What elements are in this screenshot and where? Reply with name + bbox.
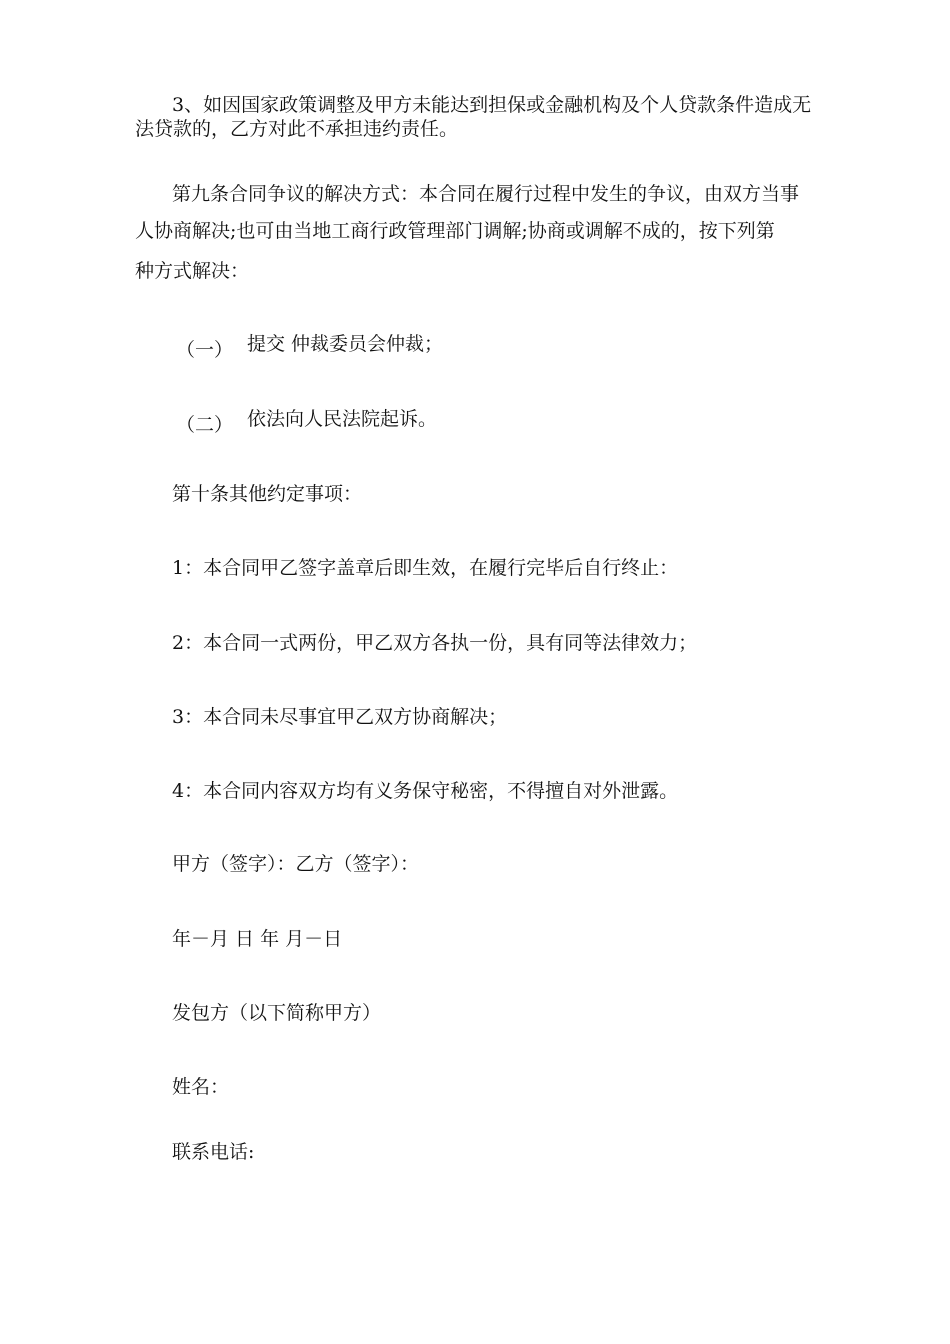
clause8-item3-line1: 3、如因国家政策调整及甲方未能达到担保或金融机构及个人贷款条件造成无 <box>172 94 812 116</box>
option1-text: 提交 仲裁委员会仲裁； <box>247 333 444 355</box>
option2-label: （二） <box>176 414 234 436</box>
option1-label: （一） <box>176 339 234 361</box>
clause9-line3: 种方式解决： <box>135 260 250 282</box>
clause9-line2: 人协商解决;也可由当地工商行政管理部门调解;协商或调解不成的，按下列第 <box>135 220 775 242</box>
date-line: 年－月 日 年 月－日 <box>172 928 343 950</box>
clause10-item4: 4：本合同内容双方均有义务保守秘密，不得擅自对外泄露。 <box>172 780 679 802</box>
phone-label: 联系电话: <box>172 1141 255 1163</box>
signature-line: 甲方（签字）：乙方（签字）： <box>172 853 420 875</box>
name-label: 姓名： <box>172 1076 230 1098</box>
clause10-item1: 1：本合同甲乙签字盖章后即生效，在履行完毕后自行终止： <box>172 557 679 579</box>
option2-text: 依法向人民法院起诉。 <box>247 408 438 430</box>
clause10-item3: 3：本合同未尽事宜甲乙双方协商解决； <box>172 706 508 728</box>
clause8-item3-line2: 法贷款的，乙方对此不承担违约责任。 <box>135 118 459 140</box>
clause10-item2: 2：本合同一式两份，甲乙双方各执一份，具有同等法律效力； <box>172 632 698 654</box>
clause9-line1: 第九条合同争议的解决方式：本合同在履行过程中发生的争议，由双方当事 <box>172 183 800 205</box>
clause10-title: 第十条其他约定事项： <box>172 483 363 505</box>
contractor-heading: 发包方（以下简称甲方） <box>172 1002 382 1024</box>
